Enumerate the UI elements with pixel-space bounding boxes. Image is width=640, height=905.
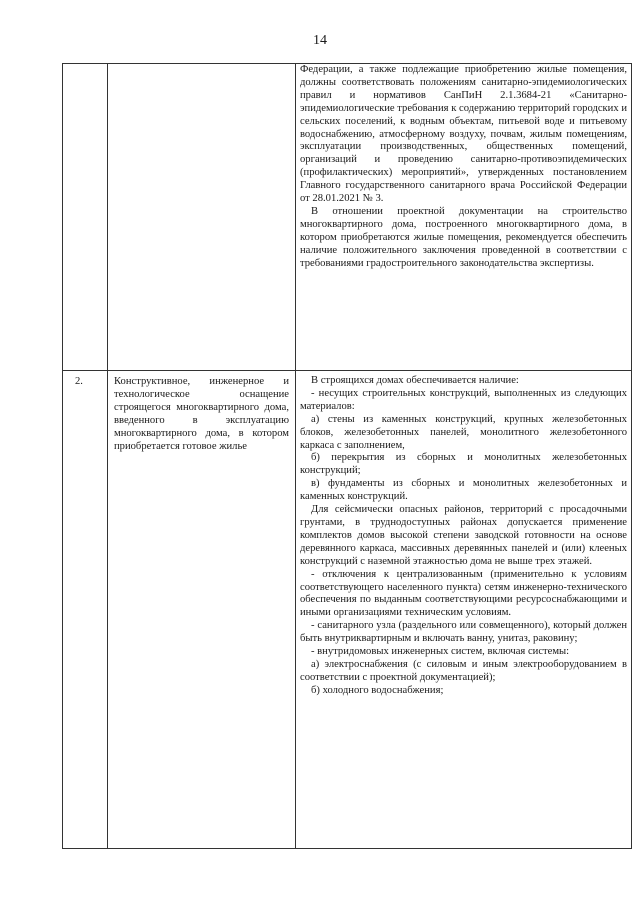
requirements-table — [62, 63, 632, 849]
criterion-cell: Конструктивное, инженерное и технологическое оснащение строящегося многоквартирного дома, введенного в эксплуатацию многоквартирного дома, в котором приобретается готовое жилье — [108, 371, 296, 849]
requirements-cell — [296, 64, 632, 371]
table-row — [63, 371, 632, 849]
paragraph: - санитарного узла (раздельного или совмещенного), который должен быть внутриквартирным и включать ванну, унитаз, раковину; — [300, 620, 627, 645]
row-number-cell — [63, 64, 108, 371]
requirements-cell — [296, 371, 632, 849]
criterion-cell — [108, 64, 296, 371]
paragraph: а) стены из каменных конструкций, крупных железобетонных блоков, железобетонных панелей, монолитного железобетонного каркаса с заполнением, — [300, 413, 627, 451]
paragraph: - отключения к централизованным (применительно к условиям соответствующего населенного пункта) сетям инженерно-технического обеспечения по выданным соответствующими ресурсоснабжающими и иными организациями техническим условиям. — [300, 568, 627, 619]
page-number: 14 — [313, 33, 327, 48]
paragraph: - внутридомовых инженерных систем, включая системы: — [311, 646, 570, 658]
paragraph: б) холодного водоснабжения; — [311, 684, 444, 696]
paragraph: а) электроснабжения (с силовым и иным электрооборудованием в соответствии с проектной документацией); — [300, 658, 627, 683]
paragraph: Для сейсмически опасных районов, территорий с просадочными грунтами, в труднодоступных районах допускается применение комплектов домов высокой степени заводской готовности на основе деревянного каркаса, массивных деревянных панелей и (или) клееных конструкций с наземной этажностью дома не выше трех этажей. — [300, 504, 627, 567]
paragraph: В отношении проектной документации на строительство многоквартирного дома, построенного многоквартирного дома, в котором приобретаются жилые помещения, рекомендуется обеспечить наличие положительного заключения проведенной в соответствии с требованиями градостроительного законодательства экспертизы. — [300, 205, 627, 269]
row-number-cell: 2. — [63, 371, 108, 849]
paragraph: Федерации, а также подлежащие приобретению жилые помещения, должны соответствовать положениям санитарно-эпидемиологических правил и нормативов СанПиН 2.1.3684-21 «Санитарно-эпидемиологические требования к содержанию территорий городских и сельских поселений, к водным объектам, питьевой воде и питьевому водоснабжению, атмосферному воздуху, почвам, жилым помещениям, эксплуатации производственных, общественных помещений, организаций и проведению санитарно-противоэпидемических (профилактических) мероприятий», утвержденных постановлением Главного государственного санитарного врача Российской Федерации от 28.01.2021 № 3. — [300, 64, 627, 205]
paragraph: В строящихся домах обеспечивается наличие: — [311, 375, 519, 386]
paragraph: - несущих строительных конструкций, выполненных из следующих материалов: — [300, 387, 627, 412]
paragraph: б) перекрытия из сборных и монолитных железобетонных конструкций; — [300, 452, 627, 477]
paragraph: в) фундаменты из сборных и монолитных железобетонных и каменных конструкций. — [300, 478, 627, 503]
table-row — [63, 64, 632, 371]
